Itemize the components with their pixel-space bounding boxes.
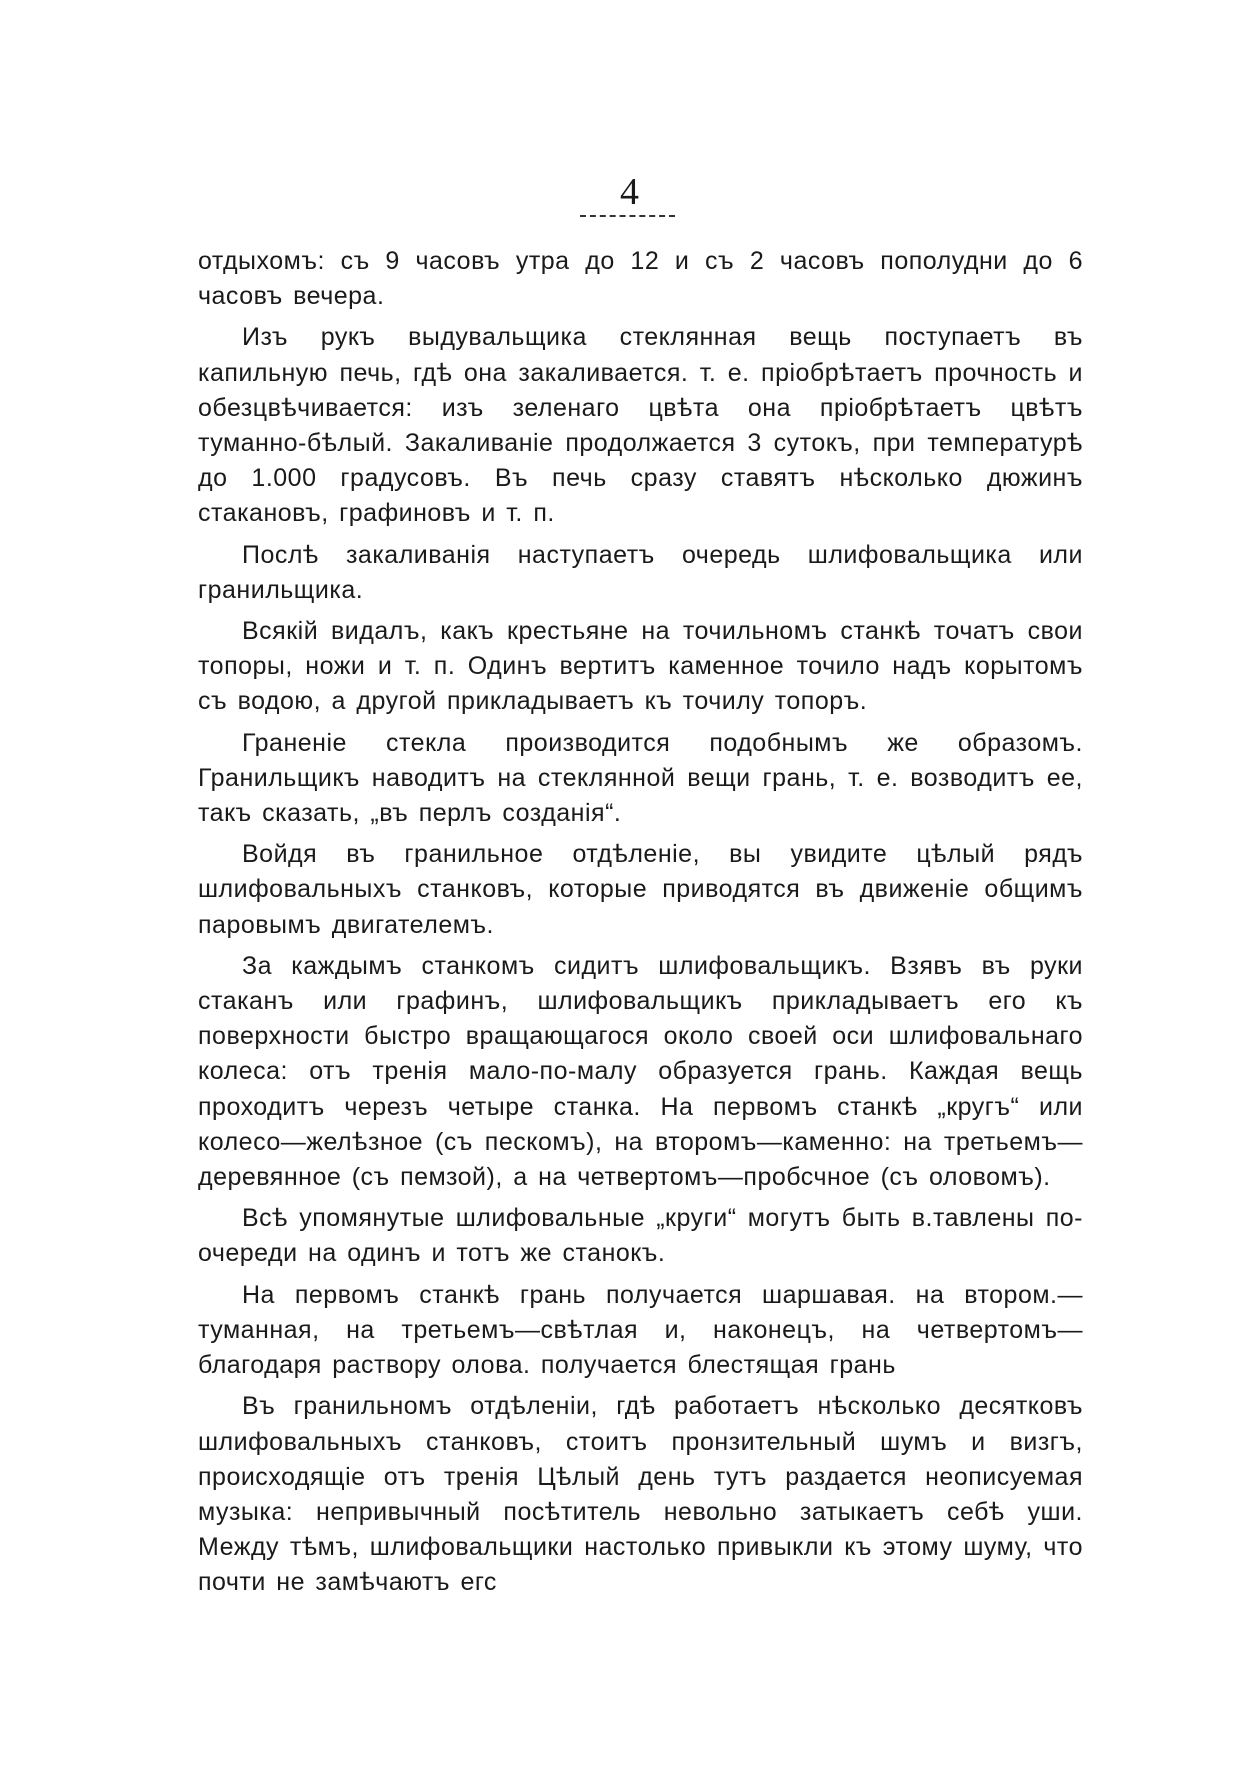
page-number-rule [580, 215, 675, 217]
paragraph: На первомъ станкѣ грань получается шаршавая. на втором.— туманная, на третьемъ—свѣтлая и, наконецъ, на четвертомъ— благодаря раствору олова. получается блестящая грань [198, 1280, 1083, 1380]
paragraph: Войдя въ гранильное отдѣленіе, вы увидите цѣлый рядъ шлифовальныхъ станковъ, которые приводятся въ движеніе общимъ паровымъ двигателемъ. [198, 840, 1083, 939]
page-number: 4 [620, 171, 639, 213]
paragraph: За каждымъ станкомъ сидитъ шлифовальщикъ. Взявъ въ руки стаканъ или графинъ, шлифовальщикъ прикладываетъ его къ поверхности быстро вращающагося около своей оси шлифовальнаго колеса: отъ тренія мало-по-малу образуется грань. Каждая вещь проходитъ черезъ четыре станка. На первомъ станкѣ „кругъ“ или колесо—желѣзное (съ пескомъ), на второмъ—каменно: на третьемъ—деревянное (съ пемзой), а на четвертомъ—пробсчное (съ оловомъ). [198, 951, 1083, 1192]
paragraph: Послѣ закаливанія наступаетъ очередь шлифовальщика или гранильщика. [198, 540, 1083, 604]
paragraph: Граненіе стекла производится подобнымъ же образомъ. Гранильщикъ наводитъ на стеклянной вещи грань, т. е. возводитъ ее, такъ сказать, „въ перлъ созданія“. [198, 728, 1083, 828]
paragraph: отдыхомъ: съ 9 часовъ утра до 12 и съ 2 часовъ пополудни до 6 часовъ вечера. [198, 247, 1083, 311]
paragraph: Всякій видалъ, какъ крестьяне на точильномъ станкѣ точатъ свои топоры, ножи и т. п. Одинъ вертитъ каменное точило надъ корытомъ съ водою, а другой прикладываетъ къ точилу топоръ. [198, 617, 1083, 716]
paragraph: Въ гранильномъ отдѣленіи, гдѣ работаетъ нѣсколько десятковъ шлифовальныхъ станковъ, стоитъ пронзительный шумъ и визгъ, происходящіе отъ тренія Цѣлый день тутъ раздается неописуемая музыка: непривычный посѣтитель невольно затыкаетъ себѣ уши. Между тѣмъ, шлифовальщики настолько привыкли къ этому шуму, что почти не замѣчаютъ егс [198, 1392, 1083, 1597]
text-body [198, 244, 1083, 1607]
paragraph: Всѣ упомянутые шлифовальные „круги“ могутъ быть в.тавлены по-очереди на одинъ и тотъ же станокъ. [198, 1204, 1083, 1268]
paragraph: Изъ рукъ выдувальщика стеклянная вещь поступаетъ въ капильную печь, гдѣ она закаливается. т. е. пріобрѣтаетъ прочность и обезцвѣчивается: изъ зеленаго цвѣта она пріобрѣтаетъ цвѣтъ туманно-бѣлый. Закаливаніе продолжается 3 сутокъ, при температурѣ до 1.000 градусовъ. Въ печь сразу ставятъ нѣсколько дюжинъ стакановъ, графиновъ и т. п. [198, 323, 1083, 528]
